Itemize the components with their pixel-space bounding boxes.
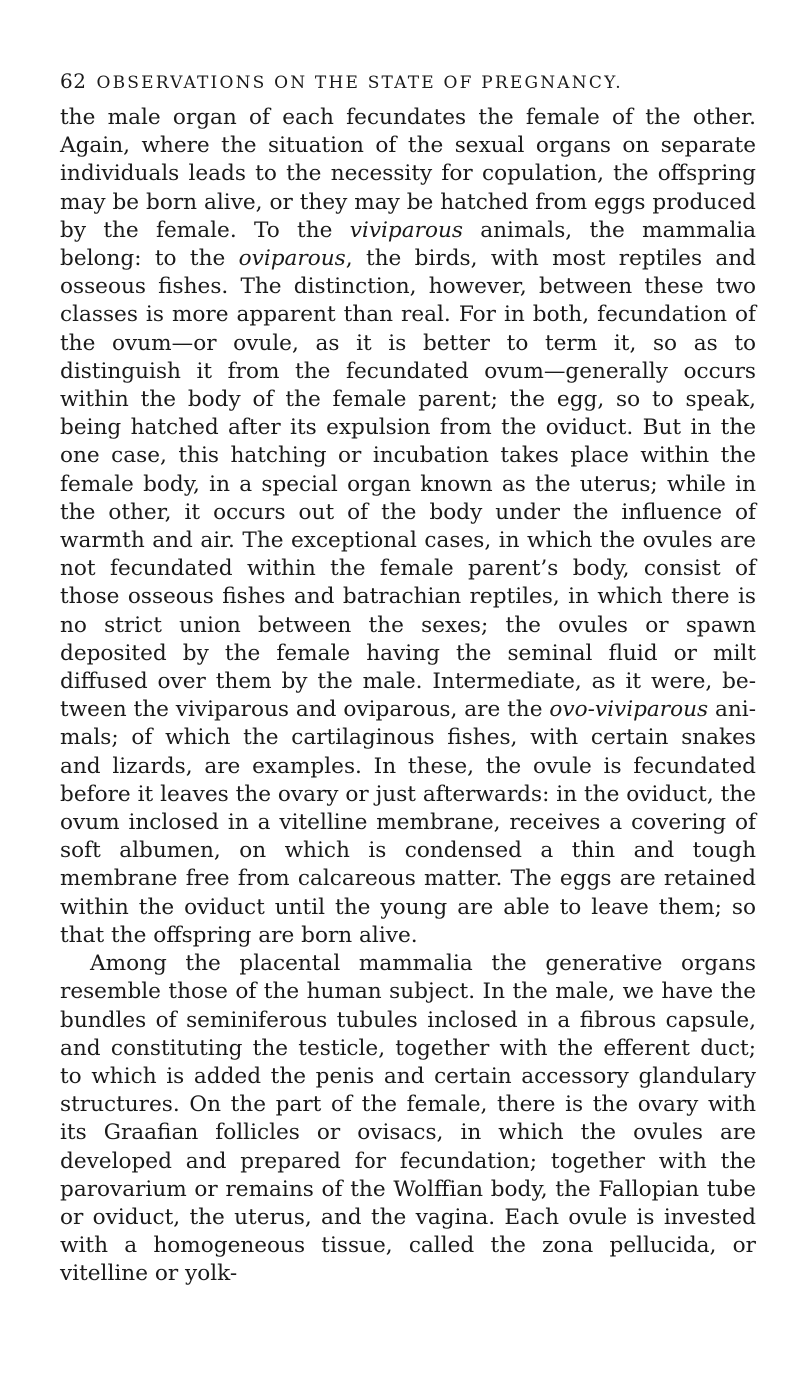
text-run: animals; of which the cartilaginous fishes, with certain snakes and lizards, are examples. In these, the ovule is fecundated before it leaves the ovary or just afterwards: in the oviduct, the ovum inclosed in a vitelline membrane, receives a covering of soft albumen, on which is condensed a thin and tough membrane free from calcareous matter. The eggs are retained within the oviduct until the young are able to leave them; so that the offspring are born alive.	[60, 697, 756, 948]
italic-term-oviparous: oviparous	[238, 246, 346, 272]
text-run: animals, the mammalia belong: to the	[60, 217, 757, 272]
text-run: , the birds, with most reptiles and osseous fishes. The distinction, however, between these two classes is more apparent than real. For in both, fecundation of the ovum—or ovule, as it is better to term it, so as to distinguish it from the fecundated ovum—generally occurs within the body of the female parent; the egg, so to speak, being hatched after its expulsion from the oviduct. But in the one case, this hatching or incubation takes place within the female body, in a special organ known as the uterus; while in the other, it occurs out of the body under the influence of warmth and air. The exceptional cases, in which the ovules are not fecundated within the female parent’s body, consist of those osseous fishes and batrachian reptiles, in which there is no strict union between the sexes; the ovules or spawn deposited by the female having the seminal fluid or milt diffused over them by the male. Intermediate, as it were, between the viviparous and oviparous, are the	[60, 246, 756, 723]
running-head	[60, 70, 756, 94]
text-run: the male organ of each fecundates the female of the other. Again, where the situation of the sexual organs on separate individuals leads to the necessity for copulation, the offspring may be born alive, or they may be hatched from eggs produced by the female. To the	[60, 105, 756, 243]
page-number: 62	[60, 69, 87, 93]
italic-term-ovo-viviparous: ovo-viviparous	[549, 697, 709, 723]
running-title: OBSERVATIONS ON THE STATE OF PREGNANCY.	[96, 73, 623, 93]
body-text	[60, 104, 756, 1289]
book-page	[60, 70, 756, 1289]
italic-term-viviparous: viviparous	[349, 217, 463, 243]
paragraph-2: Among the placental mammalia the generative organs resemble those of the human subject. In the male, we have the bundles of seminiferous tubules inclosed in a fibrous capsule, and constituting the testicle, together with the efferent duct; to which is added the penis and certain accessory glandulary structures. On the part of the female, there is the ovary with its Graafian follicles or ovisacs, in which the ovules are developed and prepared for fecundation; together with the parovarium or remains of the Wolffian body, the Fallopian tube or oviduct, the uterus, and the vagina. Each ovule is invested with a homogeneous tissue, called the zona pellucida, or vitelline or yolk-	[60, 951, 756, 1287]
paragraph-1	[60, 104, 756, 950]
